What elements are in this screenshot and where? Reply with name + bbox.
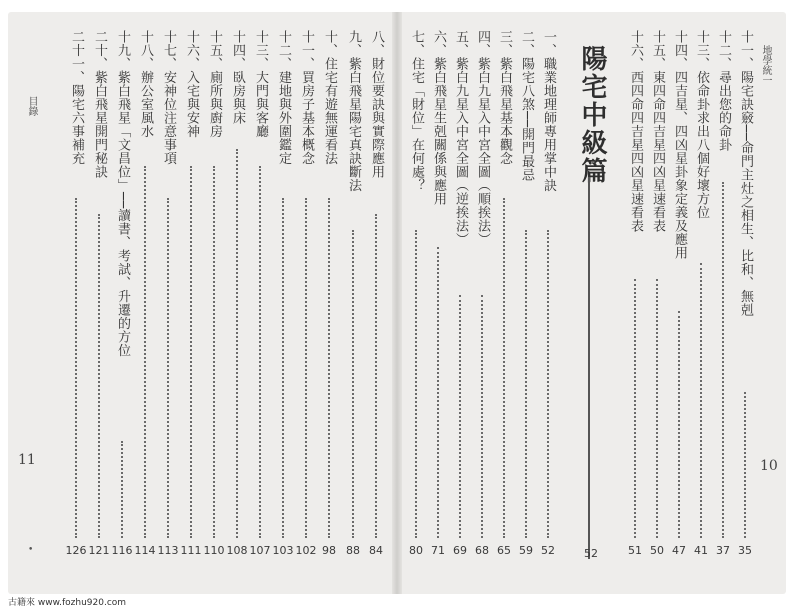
toc-entry <box>295 30 317 565</box>
leader-dots <box>547 230 549 538</box>
section-rule <box>588 177 590 559</box>
leader-dots <box>700 263 702 538</box>
leader-dots <box>282 198 284 538</box>
toc-entry-page-number: 114 <box>134 544 156 557</box>
toc-entry-title: 一、職業地理師專用掌中訣 <box>541 30 556 192</box>
leader-dots <box>144 166 146 538</box>
toc-entry-title: 十三、依命卦求出八個好壞方位 <box>694 30 709 219</box>
toc-entry-page-number: 107 <box>249 544 271 557</box>
leader-dots <box>121 441 123 538</box>
leader-dots <box>213 166 215 538</box>
left-running-head: 目錄 <box>26 96 37 116</box>
toc-entry-title: 十五、廁所與廚房 <box>207 30 222 138</box>
leader-dots <box>305 198 307 538</box>
toc-entry-page-number: 121 <box>88 544 110 557</box>
toc-entry-title: 九、紫白飛星陽宅真訣斷法 <box>346 30 361 192</box>
toc-entry-title: 四、紫白九星入中宮全圖（順挨法） <box>475 30 490 246</box>
toc-entry <box>452 30 468 565</box>
toc-entry <box>180 30 202 565</box>
toc-entry-page-number: 50 <box>650 544 664 557</box>
toc-entry-page-number: 51 <box>628 544 642 557</box>
toc-entry-title: 十二、建地與外圍鑑定 <box>276 30 291 165</box>
toc-entry-title: 十四、臥房與床 <box>230 30 245 125</box>
toc-entry-page-number: 110 <box>203 544 225 557</box>
right-page-number: 10 <box>760 458 778 474</box>
leader-dots <box>437 247 439 538</box>
toc-entry-title: 六、紫白飛星生剋關係與應用 <box>431 30 446 206</box>
right-running-head: 地學統一 <box>760 45 771 85</box>
toc-entry-page-number: 65 <box>497 544 511 557</box>
toc-entry <box>65 30 87 565</box>
toc-entry <box>737 30 753 565</box>
left-page-number: 11 <box>18 452 36 468</box>
toc-entry <box>430 30 446 565</box>
leader-dots <box>352 230 354 538</box>
bullet-mark: • <box>28 545 34 555</box>
toc-entry <box>627 30 643 565</box>
leader-dots <box>634 279 636 538</box>
section-heading <box>575 45 609 565</box>
toc-entry-title: 三、紫白飛星基本觀念 <box>497 30 512 165</box>
toc-entry-page-number: 35 <box>738 544 752 557</box>
toc-entry <box>715 30 731 565</box>
toc-entry <box>540 30 556 565</box>
toc-entry-title: 十一、陽宅訣竅──命門主灶之相生、比和、無剋 <box>738 30 753 317</box>
toc-entry-page-number: 47 <box>672 544 686 557</box>
leader-dots <box>722 182 724 538</box>
toc-entry <box>408 30 424 565</box>
toc-entry <box>693 30 709 565</box>
book-gutter <box>392 12 402 594</box>
toc-entry-title: 十七、安神位注意事項 <box>161 30 176 165</box>
toc-entry-page-number: 88 <box>346 544 360 557</box>
watermark-footer: 古籍來 www.fozhu920.com <box>8 598 127 608</box>
toc-entry-title: 二、陽宅八煞──開門最忌 <box>519 30 534 182</box>
section-page-number: 52 <box>584 547 598 560</box>
leader-dots <box>75 198 77 538</box>
toc-entry-title: 十六、入宅與安神 <box>184 30 199 138</box>
leader-dots <box>259 166 261 538</box>
toc-entry <box>518 30 534 565</box>
toc-entry-page-number: 37 <box>716 544 730 557</box>
toc-entry-page-number: 113 <box>157 544 179 557</box>
toc-entry-page-number: 98 <box>322 544 336 557</box>
toc-entry-page-number: 52 <box>541 544 555 557</box>
toc-entry-page-number: 59 <box>519 544 533 557</box>
toc-entry-page-number: 68 <box>475 544 489 557</box>
leader-dots <box>459 295 461 538</box>
toc-entry-title: 十九、紫白飛星「文昌位」──讀書、考試、升遷的方位 <box>115 30 130 358</box>
leader-dots <box>481 295 483 538</box>
toc-entry-title: 八、財位要訣與實際應用 <box>369 30 384 179</box>
toc-entry <box>496 30 512 565</box>
toc-entry-title: 七、住宅「財位」在何處？ <box>409 30 424 192</box>
left-page <box>8 12 396 594</box>
toc-entry-page-number: 126 <box>65 544 87 557</box>
toc-entry-page-number: 69 <box>453 544 467 557</box>
toc-entry <box>157 30 179 565</box>
leader-dots <box>656 279 658 538</box>
leader-dots <box>328 198 330 538</box>
toc-entry-title: 十五、東四命四吉星四凶星速看表 <box>650 30 665 233</box>
toc-entry-page-number: 111 <box>180 544 202 557</box>
leader-dots <box>98 214 100 538</box>
toc-entry <box>649 30 665 565</box>
toc-entry-title: 十二、尋出您的命卦 <box>716 30 731 152</box>
toc-entry <box>368 30 384 565</box>
leader-dots <box>503 198 505 538</box>
toc-entry-page-number: 84 <box>369 544 383 557</box>
leader-dots <box>167 198 169 538</box>
toc-entry-title: 二十、紫白飛星開門秘訣 <box>92 30 107 179</box>
toc-entry <box>671 30 687 565</box>
toc-entry <box>134 30 156 565</box>
toc-entry-title: 十三、大門與客廳 <box>253 30 268 138</box>
toc-entry-title: 十四、四吉星、四凶星卦象定義及應用 <box>672 30 687 260</box>
toc-entry <box>249 30 271 565</box>
toc-entry <box>345 30 361 565</box>
toc-entry <box>272 30 294 565</box>
toc-entry <box>203 30 225 565</box>
toc-entry-title: 五、紫白九星入中宮全圖（逆挨法） <box>453 30 468 246</box>
toc-entry <box>226 30 248 565</box>
leader-dots <box>190 166 192 538</box>
toc-entry-page-number: 103 <box>272 544 294 557</box>
toc-entry-page-number: 41 <box>694 544 708 557</box>
toc-entry-page-number: 80 <box>409 544 423 557</box>
leader-dots <box>236 149 238 538</box>
toc-entry-page-number: 71 <box>431 544 445 557</box>
toc-entry-title: 十一、買房子基本概念 <box>299 30 314 165</box>
section-title: 陽宅中級篇 <box>577 45 607 185</box>
leader-dots <box>375 214 377 538</box>
toc-entry <box>474 30 490 565</box>
leader-dots <box>744 392 746 538</box>
toc-entry-title: 二十一、陽宅六事補充 <box>69 30 84 165</box>
toc-entry-page-number: 102 <box>295 544 317 557</box>
toc-entry <box>111 30 133 565</box>
leader-dots <box>525 230 527 538</box>
leader-dots <box>415 230 417 538</box>
toc-entry <box>88 30 110 565</box>
leader-dots <box>678 311 680 538</box>
toc-entry <box>321 30 337 565</box>
toc-entry-page-number: 116 <box>111 544 133 557</box>
toc-entry-title: 十六、西四命四吉星四凶星速看表 <box>628 30 643 233</box>
toc-entry-title: 十、住宅有遊無運看法 <box>322 30 337 165</box>
toc-entry-page-number: 108 <box>226 544 248 557</box>
toc-entry-title: 十八、辦公室風水 <box>138 30 153 138</box>
